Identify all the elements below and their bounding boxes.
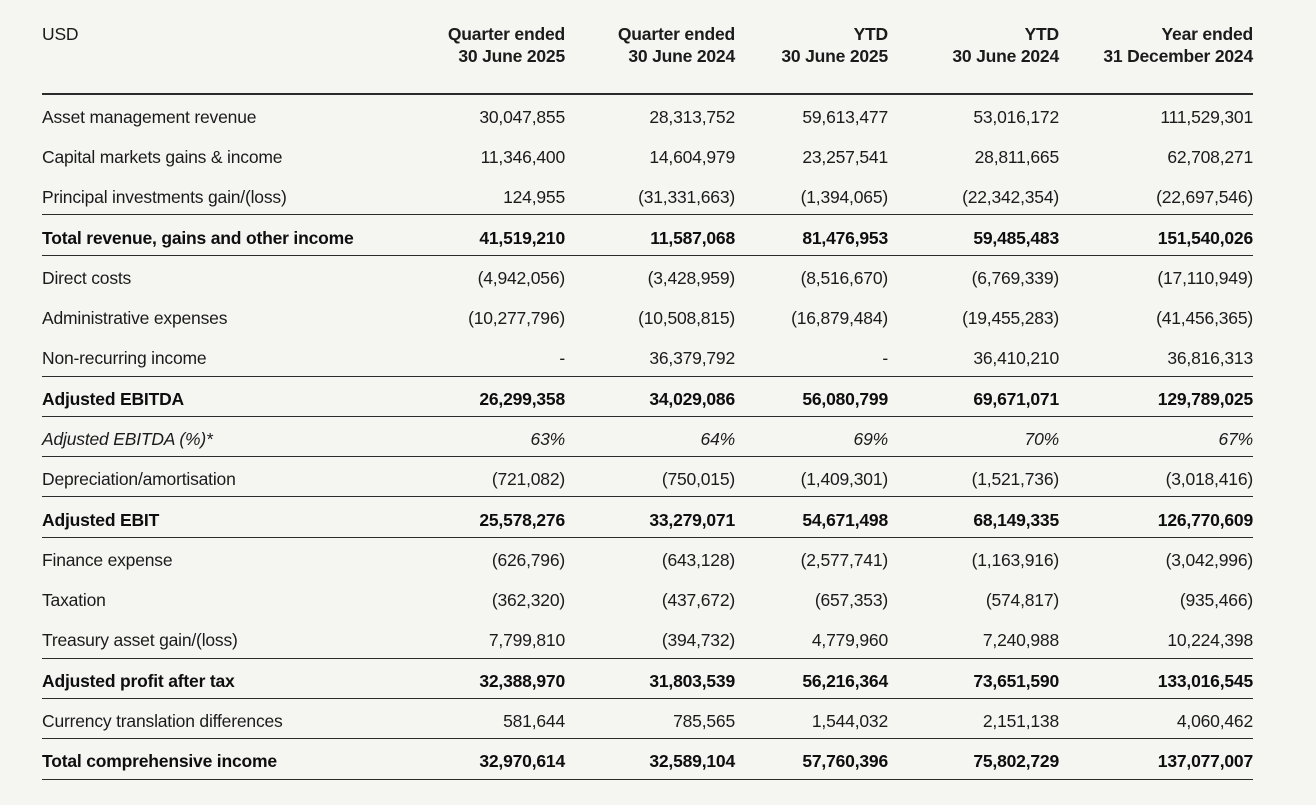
cell-value: (10,277,796): [468, 308, 565, 329]
cell-value: (19,455,283): [962, 308, 1059, 329]
cell-value: 70%: [1024, 429, 1059, 450]
cell-value: 69%: [853, 429, 888, 450]
cell-value: (31,331,663): [638, 186, 735, 207]
cell-value: 36,410,210: [973, 348, 1059, 369]
cell-value: 67%: [1218, 429, 1253, 450]
cell-value: 785,565: [673, 711, 735, 732]
row-label: Total comprehensive income: [42, 751, 277, 772]
cell-value: 31,803,539: [649, 670, 735, 691]
cell-value: (17,110,949): [1157, 268, 1253, 289]
table-row: [42, 255, 1253, 295]
cell-value: 151,540,026: [1157, 227, 1253, 248]
cell-value: 63%: [530, 429, 565, 450]
financial-statement-table: [42, 13, 1253, 780]
cell-value: (6,769,339): [971, 268, 1059, 289]
row-label: Adjusted EBITDA (%)*: [42, 429, 213, 450]
cell-value: 26,299,358: [479, 388, 565, 409]
cell-value: 25,578,276: [479, 509, 565, 530]
cell-value: 111,529,301: [1160, 107, 1253, 128]
cell-value: 32,388,970: [479, 670, 565, 691]
cell-value: 133,016,545: [1157, 670, 1253, 691]
cell-value: 36,816,313: [1167, 348, 1253, 369]
table-row: [42, 215, 1253, 255]
cell-value: 126,770,609: [1157, 509, 1253, 530]
table-row: [42, 497, 1253, 537]
cell-value: 64%: [700, 429, 735, 450]
cell-value: 56,080,799: [802, 388, 888, 409]
cell-value: (3,042,996): [1165, 550, 1253, 571]
table-row: [42, 537, 1253, 577]
cell-value: (574,817): [985, 590, 1059, 611]
cell-value: (3,428,959): [647, 268, 735, 289]
cell-value: 7,240,988: [982, 630, 1059, 651]
cell-value: 11,346,400: [480, 146, 565, 167]
table-row: [42, 578, 1253, 618]
table-row: [42, 295, 1253, 335]
cell-value: 62,708,271: [1167, 146, 1253, 167]
table-row: [42, 94, 1253, 134]
row-label: Capital markets gains & income: [42, 146, 283, 167]
cell-value: (362,320): [491, 590, 565, 611]
cell-value: 33,279,071: [649, 509, 735, 530]
cell-value: 30,047,855: [479, 107, 565, 128]
column-header-line1: Quarter ended: [447, 24, 565, 44]
row-label: Finance expense: [42, 550, 173, 571]
row-label: Administrative expenses: [42, 308, 228, 329]
cell-value: (437,672): [661, 590, 735, 611]
income-statement: [42, 13, 1253, 780]
cell-value: (657,353): [814, 590, 888, 611]
cell-value: 10,224,398: [1167, 630, 1253, 651]
cell-value: 75,802,729: [973, 751, 1059, 772]
cell-value: (10,508,815): [638, 308, 735, 329]
column-header-line2: 30 June 2024: [628, 46, 735, 66]
cell-value: -: [882, 348, 888, 369]
cell-value: 69,671,071: [973, 388, 1059, 409]
cell-value: 124,955: [503, 186, 565, 207]
row-label: Treasury asset gain/(loss): [42, 630, 238, 651]
cell-value: (643,128): [661, 550, 735, 571]
column-header-fy-2024: [1059, 13, 1253, 94]
cell-value: (16,879,484): [791, 308, 888, 329]
cell-value: 36,379,792: [649, 348, 735, 369]
column-header-line2: 31 December 2024: [1103, 46, 1253, 66]
currency-unit-label: USD: [42, 24, 79, 44]
cell-value: -: [559, 348, 565, 369]
cell-value: 59,613,477: [802, 107, 888, 128]
column-header-line1: Year ended: [1161, 24, 1253, 44]
table-row: [42, 376, 1253, 416]
cell-value: 32,970,614: [479, 751, 565, 772]
row-label: Asset management revenue: [42, 107, 257, 128]
row-label: Adjusted EBITDA: [42, 388, 184, 409]
cell-value: (8,516,670): [800, 268, 888, 289]
cell-value: (750,015): [661, 469, 735, 490]
column-header-line2: 30 June 2025: [458, 46, 565, 66]
cell-value: 7,799,810: [488, 630, 565, 651]
cell-value: (721,082): [491, 469, 565, 490]
cell-value: (2,577,741): [800, 550, 888, 571]
cell-value: 32,589,104: [649, 751, 735, 772]
table-row: [42, 134, 1253, 174]
row-label: Total revenue, gains and other income: [42, 227, 354, 248]
cell-value: 11,587,068: [650, 227, 735, 248]
table-row: [42, 698, 1253, 738]
cell-value: 2,151,138: [982, 711, 1059, 732]
cell-value: 73,651,590: [973, 670, 1059, 691]
cell-value: (1,409,301): [800, 469, 888, 490]
cell-value: (1,163,916): [971, 550, 1059, 571]
table-row: [42, 336, 1253, 376]
column-header-ytd-2024: [888, 13, 1059, 94]
cell-value: 4,060,462: [1176, 711, 1253, 732]
table-body: [42, 94, 1253, 779]
table-row: [42, 618, 1253, 658]
table-row: [42, 175, 1253, 215]
cell-value: 28,313,752: [649, 107, 735, 128]
row-label: Direct costs: [42, 268, 132, 289]
cell-value: (626,796): [491, 550, 565, 571]
column-header-line1: Quarter ended: [617, 24, 735, 44]
cell-value: (22,342,354): [962, 186, 1059, 207]
cell-value: 1,544,032: [811, 711, 888, 732]
column-header-line2: 30 June 2025: [781, 46, 888, 66]
cell-value: 81,476,953: [802, 227, 888, 248]
cell-value: 34,029,086: [649, 388, 735, 409]
column-header-line1: YTD: [1024, 24, 1059, 44]
cell-value: (22,697,546): [1156, 186, 1253, 207]
cell-value: 54,671,498: [802, 509, 888, 530]
column-header-line1: YTD: [853, 24, 888, 44]
column-header-q2-2025: [405, 13, 565, 94]
cell-value: (4,942,056): [477, 268, 565, 289]
column-header-ytd-2025: [735, 13, 888, 94]
table-row: [42, 658, 1253, 698]
table-row: [42, 739, 1253, 779]
cell-value: 23,257,541: [802, 146, 888, 167]
row-label: Currency translation differences: [42, 711, 283, 732]
table-header-row: [42, 13, 1253, 94]
cell-value: 581,644: [503, 711, 565, 732]
cell-value: (1,394,065): [800, 186, 888, 207]
cell-value: (3,018,416): [1165, 469, 1253, 490]
cell-value: 59,485,483: [973, 227, 1059, 248]
row-label: Adjusted EBIT: [42, 509, 160, 530]
cell-value: 14,604,979: [649, 146, 735, 167]
row-label: Principal investments gain/(loss): [42, 186, 287, 207]
row-label: Non-recurring income: [42, 348, 207, 369]
cell-value: 137,077,007: [1157, 751, 1253, 772]
cell-value: 53,016,172: [973, 107, 1059, 128]
cell-value: 4,779,960: [811, 630, 888, 651]
cell-value: (1,521,736): [971, 469, 1059, 490]
row-label: Depreciation/amortisation: [42, 469, 236, 490]
cell-value: 41,519,210: [479, 227, 565, 248]
cell-value: 28,811,665: [974, 146, 1059, 167]
column-header-line2: 30 June 2024: [952, 46, 1059, 66]
cell-value: 68,149,335: [973, 509, 1059, 530]
row-label: Taxation: [42, 590, 106, 611]
cell-value: (394,732): [661, 630, 735, 651]
cell-value: 57,760,396: [802, 751, 888, 772]
cell-value: 56,216,364: [802, 670, 888, 691]
cell-value: (41,456,365): [1156, 308, 1253, 329]
cell-value: 129,789,025: [1157, 388, 1253, 409]
table-row: [42, 416, 1253, 456]
row-label: Adjusted profit after tax: [42, 670, 235, 691]
cell-value: (935,466): [1179, 590, 1253, 611]
column-header-q2-2024: [565, 13, 735, 94]
table-row: [42, 457, 1253, 497]
